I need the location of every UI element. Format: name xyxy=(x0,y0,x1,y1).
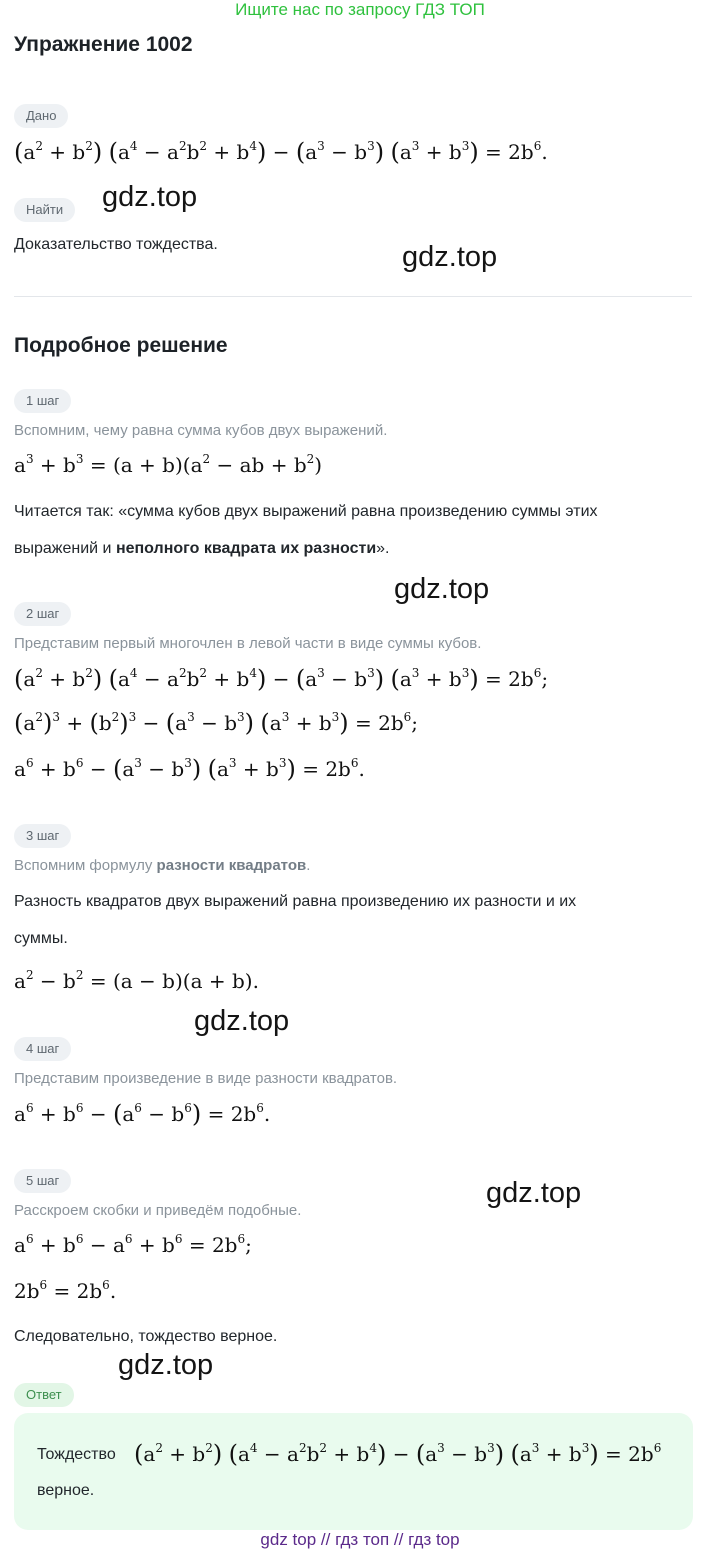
step-2-hint: Представим первый многочлен в левой части в виде суммы кубов. xyxy=(14,635,482,652)
find-text: Доказательство тождества. xyxy=(14,236,218,253)
watermark: gdz.top xyxy=(394,573,490,605)
watermark: gdz.top xyxy=(118,1349,214,1381)
section-divider xyxy=(14,296,692,297)
step-3-hint: Вспомним формулу разности квадратов. xyxy=(14,857,311,874)
given-badge: Дано xyxy=(14,104,68,128)
watermark: gdz.top xyxy=(486,1177,582,1209)
step-1-hint: Вспомним, чему равна сумма кубов двух выражений. xyxy=(14,422,388,439)
step-5-conclusion: Следовательно, тождество верное. xyxy=(14,1328,278,1345)
page-title: Упражнение 1002 xyxy=(14,33,193,56)
answer-suffix: верное. xyxy=(37,1482,95,1499)
step-1-formula: $a^3 + b^3 = (a + b)(a^2$ − ab + $b^2$) xyxy=(14,452,323,477)
step-5-formula-1: $a^6 + b^6 - a^6 + b^6 = 2b^6$; xyxy=(14,1232,252,1257)
step-5-hint: Расскроем скобки и приведём подобные. xyxy=(14,1202,302,1219)
step-3-badge: 3 шаг xyxy=(14,824,71,848)
step-3-text-line1: Разность квадратов двух выражений равна произведению их разности и их xyxy=(14,893,577,910)
answer-badge: Ответ xyxy=(14,1383,74,1407)
answer-prefix: Тождество xyxy=(37,1446,116,1463)
given-formula: $(a^2 + b^2) (a^4 - a^2b^2 + b^4) - (a^3 - b^3) (a^3 + b^3) = 2b^6$. xyxy=(14,138,548,166)
step-2-badge: 2 шаг xyxy=(14,602,71,626)
step-5-badge: 5 шаг xyxy=(14,1169,71,1193)
footer-links[interactable]: gdz top // гдз топ // гдз top xyxy=(260,1530,460,1549)
step-3-formula: $a^2 - b^2 = (a - b)(a + b)$. xyxy=(14,968,259,993)
top-banner[interactable]: Ищите нас по запросу ГДЗ ТОП xyxy=(235,0,485,19)
step-1-text-line1: Читается так: «сумма кубов двух выражений равна произведению суммы этих xyxy=(14,503,598,520)
find-badge: Найти xyxy=(14,198,75,222)
step-4-formula: $a^6 + b^6 - (a^6 - b^6) = 2b^6$. xyxy=(14,1100,271,1128)
watermark: gdz.top xyxy=(402,241,498,273)
step-2-formula-2: $(a^2)^3 + (b^2)^3 - (a^3 - b^3) (a^3 + b^3) = 2b^6$; xyxy=(14,709,419,737)
step-4-hint: Представим произведение в виде разности квадратов. xyxy=(14,1070,398,1087)
solution-title: Подробное решение xyxy=(14,334,228,357)
step-1-text-line2: выражений и неполного квадрата их разности». xyxy=(14,540,390,557)
watermark: gdz.top xyxy=(102,181,198,213)
answer-box xyxy=(14,1413,693,1530)
watermark: gdz.top xyxy=(194,1005,290,1037)
step-1-badge: 1 шаг xyxy=(14,389,71,413)
step-3-text-line2: суммы. xyxy=(14,930,68,947)
answer-formula: $(a^2 + b^2) (a^4 - a^2b^2 + b^4) - (a^3 - b^3) (a^3 + b^3) = 2b^6$ xyxy=(134,1440,662,1468)
step-2-formula-1: $(a^2 + b^2) (a^4 - a^2b^2 + b^4) - (a^3 - b^3) (a^3 + b^3) = 2b^6$; xyxy=(14,665,549,693)
step-4-badge: 4 шаг xyxy=(14,1037,71,1061)
step-5-formula-2: $2b^6 = 2b^6$. xyxy=(14,1278,117,1303)
step-2-formula-3: $a^6 + b^6 - (a^3 - b^3) (a^3 + b^3) = 2b^6$. xyxy=(14,755,365,783)
